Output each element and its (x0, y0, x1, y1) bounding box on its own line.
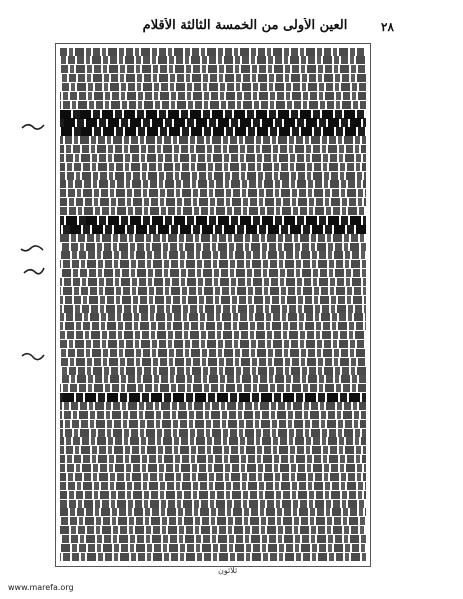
page-number: ٢٨ (381, 20, 394, 34)
text-line (60, 269, 366, 277)
text-line (60, 65, 366, 73)
text-line (60, 508, 366, 516)
text-line (60, 420, 366, 428)
text-line (60, 48, 366, 56)
text-line (60, 482, 366, 490)
text-line (60, 216, 366, 225)
text-line (60, 225, 366, 234)
text-line (60, 136, 366, 144)
frame-rule-right (370, 44, 371, 566)
page-title: العين الأولى من الخمسة الثالثة الأقلام (142, 18, 348, 33)
text-line (60, 180, 366, 188)
text-line (60, 358, 366, 366)
margin-note-1 (20, 120, 46, 132)
text-line (60, 491, 366, 499)
text-line (60, 145, 366, 153)
footer-mark: ثلاثون (218, 566, 238, 575)
text-line (60, 110, 366, 119)
text-line (60, 500, 366, 508)
text-line (60, 118, 366, 127)
text-line (60, 535, 366, 543)
text-line (60, 56, 366, 64)
text-line (60, 243, 366, 251)
text-line (60, 517, 366, 525)
margin-note-4 (20, 349, 46, 361)
text-line (60, 313, 366, 321)
text-line (60, 305, 366, 313)
text-line (60, 437, 366, 445)
text-line (60, 101, 366, 109)
text-line (60, 331, 366, 339)
text-line (60, 384, 366, 392)
text-line (60, 375, 366, 383)
text-line (60, 544, 366, 552)
text-line (60, 198, 366, 206)
margin-note-2 (19, 243, 45, 255)
text-line (60, 234, 366, 242)
text-line (60, 127, 366, 136)
text-line (60, 367, 366, 375)
text-line (60, 411, 366, 419)
text-line (60, 74, 366, 82)
text-line (60, 455, 366, 463)
text-line (60, 553, 366, 561)
text-line (60, 172, 366, 180)
text-line (60, 92, 366, 100)
text-line (60, 464, 366, 472)
site-url: www.marefa.org (8, 583, 74, 592)
text-line (60, 287, 366, 295)
arabic-text-block (60, 47, 366, 561)
text-line (60, 446, 366, 454)
text-line (60, 278, 366, 286)
margin-note-3 (21, 264, 47, 276)
text-line (60, 83, 366, 91)
text-line (60, 526, 366, 534)
text-line (60, 189, 366, 197)
text-line (60, 349, 366, 357)
text-line (60, 429, 366, 437)
text-line (60, 473, 366, 481)
text-line (60, 207, 366, 215)
text-line (60, 260, 366, 268)
text-line (60, 163, 366, 171)
frame-rule-left (55, 44, 56, 566)
text-line (60, 251, 366, 259)
text-line (60, 322, 366, 330)
text-line (60, 402, 366, 410)
text-line (60, 154, 366, 162)
text-line (60, 296, 366, 304)
text-line (60, 393, 366, 402)
text-line (60, 340, 366, 348)
